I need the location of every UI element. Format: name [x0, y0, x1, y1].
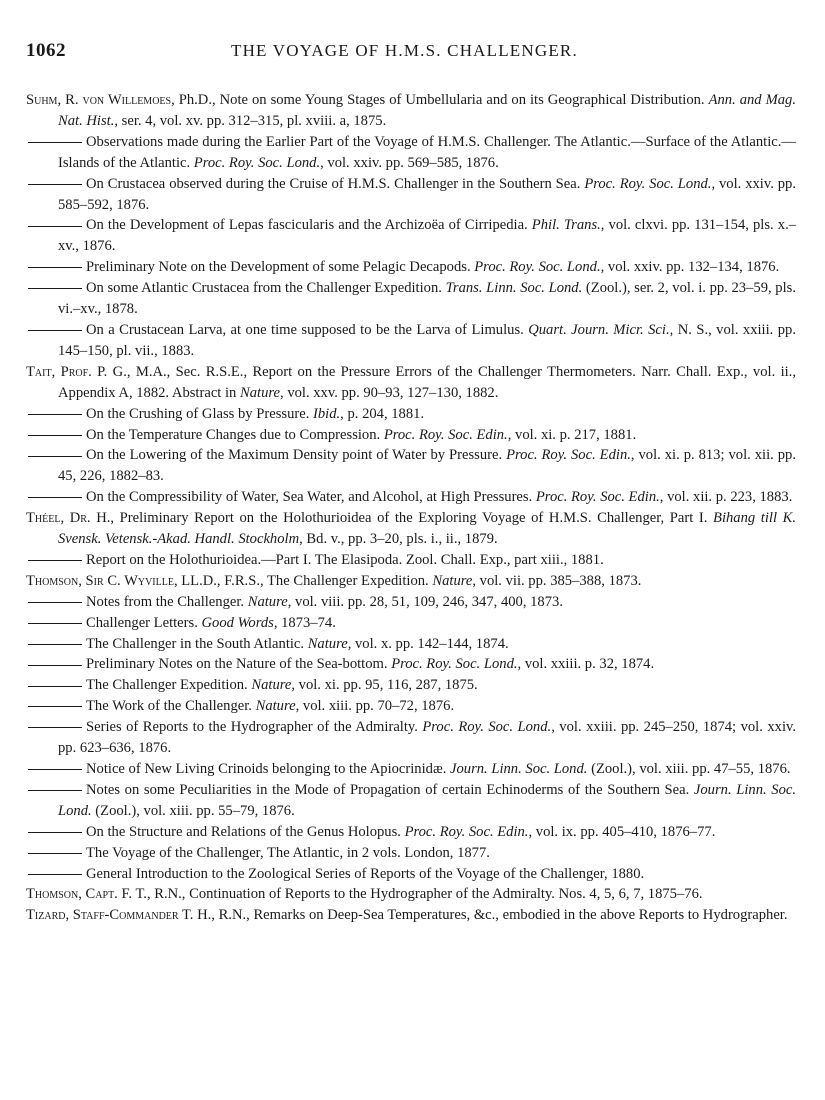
- bibliography-entry: [26, 362, 796, 404]
- ditto-dash: [28, 665, 82, 666]
- entry-citation: Trans. Linn. Soc. Lond.: [445, 280, 583, 297]
- ditto-dash: [28, 414, 82, 415]
- entry-citation: Bihang till K. Svensk. Vetensk.-Akad. Handl. Stockholm: [58, 510, 797, 548]
- bibliography-entry: [26, 278, 796, 320]
- page-header: [26, 40, 806, 66]
- entry-text: , LL.D., F.R.S., The Challenger Expedition.: [173, 572, 433, 589]
- entry-author: Théel, Dr. H.: [26, 510, 111, 527]
- ditto-dash: [28, 644, 82, 645]
- entry-tail: , vol. xiii. pp. 70–72, 1876.: [295, 698, 455, 715]
- bibliography-entry: [26, 696, 796, 717]
- entry-text: On the Compressibility of Water, Sea Water, and Alcohol, at High Pressures.: [86, 489, 536, 506]
- entry-tail: , vol. xxiii. p. 32, 1874.: [517, 656, 655, 673]
- entry-author: Suhm, R. von Willemoes: [26, 92, 172, 108]
- entry-text: On Crustacea observed during the Cruise of H.M.S. Challenger in the Southern Sea.: [86, 175, 585, 192]
- bibliography-entry: [26, 822, 796, 843]
- entry-text: , M.A., Sec. R.S.E., Report on the Pressure Errors of the Challenger Thermometers. Narr. Chall. Exp., vol. ii., Appendix A, 1882. Abstract in: [58, 363, 796, 401]
- entry-tail: , vol. xxv. pp. 90–93, 127–130, 1882.: [280, 384, 499, 401]
- bibliography-entry: [26, 592, 796, 613]
- ditto-dash: [28, 623, 82, 624]
- entry-citation: Proc. Roy. Soc. Edin.: [404, 823, 529, 840]
- bibliography-entry: [26, 571, 796, 592]
- entry-tail: , vol. viii. pp. 28, 51, 109, 246, 347, 400, 1873.: [287, 593, 563, 610]
- entry-tail: (Zool.), vol. xiii. pp. 55–79, 1876.: [91, 802, 295, 819]
- bibliography-entry: [26, 215, 796, 257]
- entry-citation: Proc. Roy. Soc. Edin.: [383, 426, 508, 443]
- entry-text: On the Lowering of the Maximum Density point of Water by Pressure.: [86, 447, 507, 464]
- entry-citation: Phil. Trans.: [531, 217, 601, 234]
- ditto-dash: [28, 769, 82, 770]
- bibliography-entry: [26, 780, 796, 822]
- entry-text: On the Crushing of Glass by Pressure.: [86, 405, 313, 422]
- entry-tail: , vol. xxiv. pp. 569–585, 1876.: [320, 154, 499, 171]
- entry-text: , R.N., Remarks on Deep-Sea Temperatures, &c., embodied in the above Reports to Hydrographer.: [211, 907, 788, 924]
- entry-text: Preliminary Note on the Development of some Pelagic Decapods.: [86, 259, 475, 276]
- entry-citation: Journ. Linn. Soc. Lond.: [58, 781, 796, 819]
- entry-tail: , 1873–74.: [273, 614, 336, 631]
- entry-citation: Nature: [307, 635, 348, 652]
- entry-citation: Proc. Roy. Soc. Edin.: [506, 447, 631, 464]
- bibliography-entry: [26, 717, 796, 759]
- entry-tail: , vol. x. pp. 142–144, 1874.: [347, 635, 509, 652]
- bibliography-entry: [26, 508, 796, 550]
- entry-tail: , ser. 4, vol. xv. pp. 312–315, pl. xviii. a, 1875.: [114, 112, 387, 129]
- entry-tail: (Zool.), vol. xiii. pp. 47–55, 1876.: [587, 761, 791, 777]
- bibliography-entry: [26, 487, 796, 508]
- entry-text: Observations made during the Earlier Part of the Voyage of H.M.S. Challenger. The Atlantic.—Surface of the Atlantic.—Islands of the Atlantic.: [58, 133, 796, 171]
- ditto-dash: [28, 686, 82, 687]
- entry-author: Thomson, Capt. F. T.: [26, 886, 147, 903]
- ditto-dash: [28, 853, 82, 854]
- entry-text: On some Atlantic Crustacea from the Challenger Expedition.: [86, 280, 446, 297]
- bibliography-entry: [26, 884, 796, 905]
- entry-citation: Proc. Roy. Soc. Lond.: [391, 656, 518, 673]
- entry-tail: (Zool.), ser. 2, vol. i. pp. 23–59, pls. vi.–xv., 1878.: [58, 280, 796, 318]
- bibliography-entry: [26, 613, 796, 634]
- ditto-dash: [28, 142, 82, 143]
- entry-tail: , vol. xii. p. 223, 1883.: [659, 489, 793, 506]
- entry-text: On a Crustacean Larva, at one time supposed to be the Larva of Limulus.: [86, 321, 529, 338]
- entry-citation: Quart. Journ. Micr. Sci.: [528, 321, 670, 338]
- ditto-dash: [28, 226, 82, 227]
- entry-text: The Voyage of the Challenger, The Atlantic, in 2 vols. London, 1877.: [86, 844, 490, 861]
- ditto-dash: [28, 560, 82, 561]
- bibliography-entry: [26, 174, 796, 216]
- entry-citation: Nature: [240, 384, 281, 401]
- entry-text: The Work of the Challenger.: [86, 698, 256, 715]
- bibliography-entry: [26, 90, 796, 132]
- ditto-dash: [28, 832, 82, 833]
- entry-text: Notes on some Peculiarities in the Mode of Propagation of certain Echinoderms of the Southern Sea.: [86, 781, 694, 798]
- entry-citation: Nature: [432, 572, 473, 589]
- entry-text: The Challenger in the South Atlantic.: [86, 635, 308, 652]
- entry-citation: Proc. Roy. Soc. Lond.: [193, 154, 321, 171]
- ditto-dash: [28, 790, 82, 791]
- ditto-dash: [28, 706, 82, 707]
- ditto-dash: [28, 184, 82, 185]
- entry-tail: , N. S., vol. xxiii. pp. 145–150, pl. vii., 1883.: [58, 321, 796, 359]
- entry-tail: , vol. ix. pp. 405–410, 1876–77.: [528, 823, 716, 840]
- bibliography-entry: [26, 445, 796, 487]
- ditto-dash: [28, 602, 82, 603]
- entry-tail: , vol. xi. p. 217, 1881.: [507, 426, 637, 443]
- entry-citation: Journ. Linn. Soc. Lond.: [450, 761, 588, 777]
- ditto-dash: [28, 727, 82, 728]
- bibliography-entry: [26, 654, 796, 675]
- entry-citation: Nature: [251, 677, 292, 694]
- ditto-dash: [28, 456, 82, 457]
- entry-text: , Preliminary Report on the Holothurioidea of the Exploring Voyage of H.M.S. Challenger, Part I.: [110, 510, 714, 527]
- ditto-dash: [28, 435, 82, 436]
- ditto-dash: [28, 330, 82, 331]
- entry-citation: Proc. Roy. Soc. Lond.: [422, 719, 552, 736]
- ditto-dash: [28, 267, 82, 268]
- entry-text: Challenger Letters.: [86, 614, 202, 631]
- bibliography-entry: [26, 843, 796, 864]
- entry-citation: Nature: [255, 698, 296, 715]
- ditto-dash: [28, 288, 82, 289]
- ditto-dash: [28, 874, 82, 875]
- entry-citation: Ibid.: [313, 405, 341, 422]
- entry-tail: , vol. vii. pp. 385–388, 1873.: [472, 572, 642, 589]
- entry-citation: Nature: [247, 593, 288, 610]
- page-number: 1062: [26, 40, 66, 61]
- entry-text: Notes from the Challenger.: [86, 593, 248, 610]
- bibliography-entry: [26, 550, 796, 571]
- bibliography-entry: [26, 905, 796, 926]
- entry-text: Report on the Holothurioidea.—Part I. The Elasipoda. Zool. Chall. Exp., part xiii., 1881.: [86, 551, 604, 568]
- entry-text: On the Temperature Changes due to Compression.: [86, 426, 384, 443]
- entry-text: General Introduction to the Zoological Series of Reports of the Voyage of the Challenger, 1880.: [86, 865, 645, 882]
- bibliography-entry: [26, 425, 796, 446]
- entry-author: Tait, Prof. P. G.: [26, 363, 127, 380]
- entry-text: On the Structure and Relations of the Genus Holopus.: [86, 823, 405, 840]
- bibliography-entry: [26, 759, 796, 780]
- entry-citation: Proc. Roy. Soc. Edin.: [535, 489, 660, 506]
- entry-citation: Proc. Roy. Soc. Lond.: [474, 259, 601, 276]
- entry-tail: , vol. xxiii. pp. 245–250, 1874; vol. xxiv. pp. 623–636, 1876.: [58, 719, 796, 757]
- entry-tail: , Bd. v., pp. 3–20, pls. i., ii., 1879.: [299, 531, 498, 548]
- running-title: THE VOYAGE OF H.M.S. CHALLENGER.: [231, 41, 578, 60]
- bibliography-entry: [26, 675, 796, 696]
- bibliography-entry: [26, 404, 796, 425]
- entry-tail: , p. 204, 1881.: [340, 405, 425, 422]
- bibliography-entry: [26, 132, 796, 174]
- entry-text: , Ph.D., Note on some Young Stages of Umbellularia and on its Geographical Distribution.: [171, 92, 709, 108]
- bibliography-entry: [26, 864, 796, 885]
- bibliography-entry: [26, 320, 796, 362]
- entry-tail: , vol. xi. pp. 95, 116, 287, 1875.: [291, 677, 478, 694]
- entry-text: The Challenger Expedition.: [86, 677, 252, 694]
- bibliography-entry: [26, 257, 796, 278]
- entry-tail: , vol. clxvi. pp. 131–154, pls. x.–xv., 1876.: [58, 217, 797, 255]
- entry-author: Tizard, Staff-Commander T. H.: [26, 907, 212, 924]
- entry-text: , R.N., Continuation of Reports to the Hydrographer of the Admiralty. Nos. 4, 5, 6, 7, 1875–76.: [146, 886, 703, 903]
- bibliography-list: [26, 90, 796, 926]
- entry-tail: , vol. xxiv. pp. 585–592, 1876.: [58, 175, 797, 213]
- entry-text: Notice of New Living Crinoids belonging to the Apiocrinidæ.: [86, 761, 450, 777]
- entry-author: Thomson, Sir C. Wyville: [26, 572, 174, 589]
- entry-text: On the Development of Lepas fascicularis and the Archizoëa of Cirripedia.: [86, 217, 532, 234]
- bibliography-entry: [26, 634, 796, 655]
- ditto-dash: [28, 497, 82, 498]
- entry-citation: Proc. Roy. Soc. Lond.: [584, 175, 712, 192]
- entry-tail: , vol. xxiv. pp. 132–134, 1876.: [600, 259, 780, 276]
- entry-citation: Ann. and Mag. Nat. Hist.: [58, 92, 796, 129]
- entry-tail: , vol. xi. p. 813; vol. xii. pp. 45, 226, 1882–83.: [58, 447, 796, 485]
- entry-text: Series of Reports to the Hydrographer of the Admiralty.: [86, 719, 423, 736]
- entry-text: Preliminary Notes on the Nature of the Sea-bottom.: [86, 656, 392, 673]
- entry-citation: Good Words: [201, 614, 274, 631]
